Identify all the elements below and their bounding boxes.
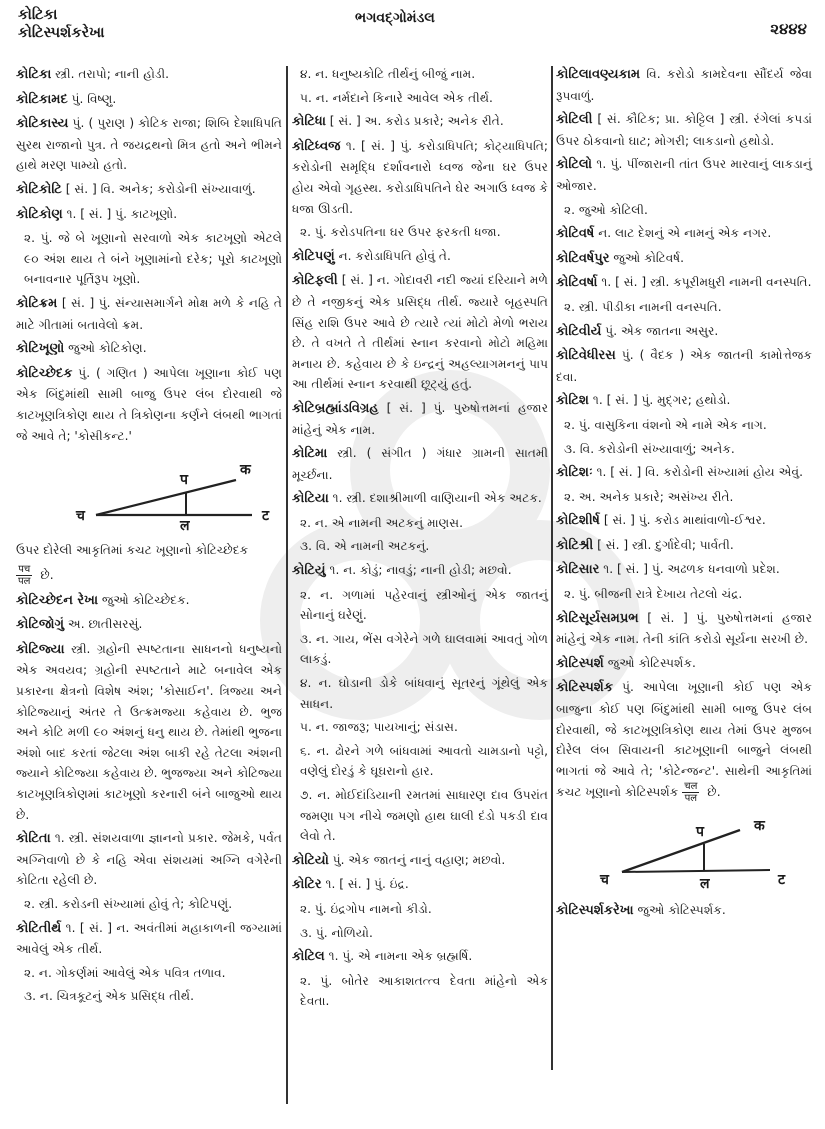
definition: ૧. [ સં. ] પું. કાટખૂણો. xyxy=(66,206,178,221)
figure-label-t: ट xyxy=(262,508,270,525)
headword: કોટિકા xyxy=(16,67,52,82)
headword: કોટિવર્ષ xyxy=(556,226,595,242)
column-1 xyxy=(16,64,282,1010)
dictionary-entry xyxy=(16,89,282,111)
dictionary-entry xyxy=(292,136,548,219)
headword: કોટિશઃ xyxy=(556,465,593,481)
dictionary-entry xyxy=(16,64,282,86)
guide-word-last: કોટિસ્પર્શકરેખા xyxy=(18,25,105,41)
headword: કોટિફલી xyxy=(292,273,338,289)
dictionary-entry xyxy=(16,363,282,446)
definition: [ સં. ] પું. કરોડ માથાંવાળો-ઈશ્વર. xyxy=(603,513,766,528)
headword: કોટિક્રમ xyxy=(16,295,58,311)
definition: પું. ( વૈદક ) એક જાતની કામોત્તેજક દવા. xyxy=(556,348,813,384)
definition: જુઓ કોટિકોણ. xyxy=(68,341,147,356)
sub-sense: ૨. પું. કરોડપતિના ઘર ઉપર ફરકતી ધજા. xyxy=(300,225,501,240)
sub-sense: ૪. ન. ઘોડાની ડોકે બાંધવાનું સૂતરનું ગૂંથેલું એક સાધન. xyxy=(300,676,548,711)
definition: [ સં. ] પું. પુરુષોત્તમનાં હજાર માંહેનું એક નામ. તેની કાંતિ કરોડો સૂર્યના સરખી છે. xyxy=(556,610,813,647)
dictionary-entry xyxy=(16,614,282,636)
definition: ૧. ન. કોડું; નાવડું; નાની હોડી; મછવો. xyxy=(329,563,512,578)
dictionary-entry xyxy=(556,345,812,387)
dictionary-entry xyxy=(556,510,812,532)
dictionary-entry xyxy=(556,390,812,412)
headword: કોટિસાર xyxy=(556,562,600,578)
headword: કોટિચ્છેદક xyxy=(16,365,73,381)
dictionary-entry xyxy=(292,246,548,268)
dictionary-entry xyxy=(292,398,548,440)
definition: ૧. [ સં. ] વિ. કરોડોની સંખ્યામાં હોય એવું. xyxy=(596,465,803,480)
headword: કોટિધ્વજ xyxy=(292,138,341,154)
headword: કોટિશ્રી xyxy=(556,537,594,553)
dictionary-entry xyxy=(556,64,812,106)
headword: કોટિતા xyxy=(16,831,51,847)
headword: કોટિસ્પર્શ xyxy=(556,655,604,671)
definition: સ્ત્રી. ગ્રહોની સ્પષ્ટતાના સાધનનો ધનુષ્યનો એક અવયવ; ગ્રહોની સ્પષ્ટતાને માટે બનાવેલ એક પ્રકારના ક્ષેત્રનો વિશેષ અંશ; 'કોસાઈન'. ત્રિજ્યા અને કોટિજ્યાનું અંતર તે ઉત્ક્રમજ્યા કહેવાય છે. ભુજ અને કોટિ મળી ૯૦ અંશનું ધનુ થાય છે. તેમાંથી ભુજના અંશો બાદ કરતાં જેટલા અંશ બાકી રહે તેટલા અંશની જ્યાને કોટિજ્યા કહેવાય છે. ભુજજ્યા અને કોટિજ્યા કાટખૂણત્રિકોણમાં કાટખૂણો કરનારી બંને બાજુઓ થાય છે. xyxy=(16,641,283,822)
dictionary-entry xyxy=(556,154,812,196)
definition: [ સં. ] પું. પુરુષોત્તમનાં હજાર માંહેનું એક નામ. xyxy=(292,400,549,437)
sub-sense: ૩. વિ. એ નામની અટકનું. xyxy=(300,539,430,554)
sub-sense: ૬. ન. ઢોરને ગળે બાંધવામાં આવતો ચામડાનો પટ્ટો, વણેલું દોરડું કે ઘૂઘરાનો હાર. xyxy=(300,743,548,779)
figure-label-k: क xyxy=(240,462,251,479)
fraction-line: $\frac{\text{पच}}{\text{पल}}$ છે. xyxy=(18,563,54,587)
figure-label-ch: च xyxy=(600,872,609,889)
dictionary-entry xyxy=(292,560,548,582)
definition: જુઓ કોટિચ્છેદક. xyxy=(101,592,190,607)
figure-label-l: ल xyxy=(180,518,190,535)
dictionary-entry xyxy=(292,270,548,395)
dictionary-entry xyxy=(556,223,812,245)
definition: પું. આપેલા ખૂણાની કોઈ પણ એક બાજુના કોઈ પણ બિંદુમાંથી સામી બાજુ ઉપર લંબ દોરવાથી, જે કાટખૂણત્રિકોણ થાય તેમાં ઉપર મુજબ દોરેલ લંબ સિવાયની કાટખૂણાની બાજુને લંબથી ભાગતાં જે આવે તે; 'કોટેન્જન્ટ'. સાથેની આકૃતિમાં કચટ ખૂણાનો કોટિસ્પર્શક xyxy=(556,680,812,800)
headword: કોટિલાવણ્યકામ xyxy=(556,67,641,82)
headword: કોટિપણું xyxy=(292,248,335,264)
dictionary-entry xyxy=(292,850,548,872)
headword: કોટિવર્ષા xyxy=(556,275,598,291)
definition: જુઓ કોટિવર્ષ. xyxy=(613,250,685,265)
definition: [ સં. ] અ. કરોડ પ્રકારે; અનેક રીતે. xyxy=(329,114,504,129)
sub-sense: ૨. સ્ત્રી. પીડીકા નામની વનસ્પતિ. xyxy=(564,299,722,314)
column-3 xyxy=(556,64,812,925)
headword: કોટિમા xyxy=(292,446,328,462)
fraction: $\frac{\text{पच}}{\text{पल}}$ xyxy=(18,563,31,587)
dictionary-entry xyxy=(556,900,812,922)
sub-sense: ૩. પું. નોળિયો. xyxy=(300,925,373,940)
definition: ૧. [ સં. ] સ્ત્રી. કપૂરીમધુરી નામની વનસ્પતિ. xyxy=(601,275,812,290)
headword: કોટિલ xyxy=(292,949,325,965)
sub-sense: ૨. જુઓ કોટિલી. xyxy=(564,202,648,217)
dictionary-entry xyxy=(556,608,812,650)
headword: કોટિધા xyxy=(292,114,326,130)
dictionary-entry xyxy=(16,338,282,360)
sub-sense: ૭. ન. મોઈદાંડિયાની રમતમાં સાધારણ દાવ ઉપરાંત જમણા પગ નીચે જમણો હાથ ઘાલી દંડો પકડી દાવ લેવો તે. xyxy=(300,788,548,844)
definition: અ. છાતીસરસું. xyxy=(67,617,143,632)
definition: ૧. [ સં. ] પું. કરોડાધિપતિ; કોટ્યાધિપતિ; કરોડોની સમૃદ્ધિ દર્શાવનારો ધ્વજ જેના ઘર ઉપર હોય એવો ગૃહસ્થ. કરોડાધિપતિને ઘેર અગાઉ ધ્વજ કે ધજા ઊડતી. xyxy=(292,138,549,216)
headword: કોટિશ xyxy=(556,393,589,409)
sub-sense: ૪. ન. ધનુષ્યકોટિ તીર્થનું બીજું નામ. xyxy=(300,67,476,81)
definition: પું. એક જાતનું નાનું વહાણ; મછવો. xyxy=(332,852,506,867)
dictionary-entry xyxy=(292,488,548,510)
dictionary-entry xyxy=(16,179,282,201)
headword: કોટિસ્પર્શકરેખા xyxy=(556,903,634,919)
definition: ન. લાટ દેશનું એ નામનું એક નગર. xyxy=(598,226,772,241)
guide-word-first: કોટિકા xyxy=(18,7,58,23)
dictionary-entry xyxy=(556,535,812,557)
cosecant-diagram xyxy=(16,452,282,536)
definition: ૧. પું. પીંજારાની તાંત ઉપર મારવાનું લાકડાનું ઓજાર. xyxy=(556,157,812,193)
sub-sense: ૫. ન. નર્મદાને કિનારે આવેલ એક તીર્થ. xyxy=(300,90,493,105)
dictionary-entry xyxy=(556,653,812,675)
cotangent-diagram xyxy=(556,810,812,896)
headword: કોટિવેધીરસ xyxy=(556,348,616,364)
figure-caption: ઉપર દોરેલી આકૃતિમાં કચટ ખૂણાનો કોટિચ્છેદક xyxy=(16,543,249,558)
sub-sense: ૨. અ. અનેક પ્રકારે; અસંખ્ય રીતે. xyxy=(564,489,734,504)
headword: કોટિશીર્ષ xyxy=(556,513,600,529)
figure-label-p: प xyxy=(180,472,188,489)
figure-label-ch: च xyxy=(76,508,85,525)
definition: [ સં. ] વિ. અનેક; કરોડોની સંખ્યાવાળું. xyxy=(65,181,256,196)
headword: કોટિયો xyxy=(292,852,329,868)
definition: [ સં. ] ન. ગોદાવરી નદી જ્યાં દરિયાને મળે છે તે નજીકનું એક પ્રસિદ્ધ તીર્થ. જ્યારે બૃહસ્પતિ સિંહ રાશિ ઉપર આવે છે ત્યારે ત્યાં મોટો મેળો ભરાય છે. તે વખતે તે તીર્થમાં સ્નાન કરવાનો મોટો મહિમા મનાય છે. કહેવાય છે કે ઇન્દ્રનું અહલ્યાગમનનું પાપ આ તીર્થમાં સ્નાન કરવાથી છૂટ્યું હતું. xyxy=(292,273,549,392)
definition: પું. વિષ્ણુ. xyxy=(71,91,117,106)
headword: કોટિકોટિ xyxy=(16,181,62,197)
dictionary-entry xyxy=(16,639,282,825)
fraction: $\frac{\text{चल}}{\text{पल}}$ xyxy=(684,781,698,805)
headword: કોટિચ્છેદન રેખા xyxy=(16,592,99,608)
dictionary-entry xyxy=(556,559,812,581)
headword: કોટિયા xyxy=(292,491,329,507)
definition: ૧. [ સં. ] પું. અઢળક ધનવાળો પ્રદેશ. xyxy=(603,562,780,577)
headword: કોટિવર્ષપુર xyxy=(556,250,610,266)
dictionary-entry xyxy=(556,272,812,294)
definition: ૧. [ સં. ] ન. અવંતીમાં મહાકાળની જગ્યામાં આવેલું એક તીર્થ. xyxy=(16,920,282,957)
sub-sense: ૨. ન. ગોકર્ણમાં આવેલું એક પવિત્ર તળાવ. xyxy=(24,965,226,980)
dictionary-entry xyxy=(556,462,812,484)
definition: ન. કરોડાધિપતિ હોવું તે. xyxy=(338,248,451,263)
headword: કોટિર xyxy=(292,877,322,893)
sub-sense: ૨. પું. ઇંદ્રગોપ નામનો કીડો. xyxy=(300,901,432,916)
definition: જુઓ કોટિસ્પર્શક. xyxy=(607,655,696,670)
definition: ૧. [ સં. ] પું. ઇંદ્ર. xyxy=(325,877,409,892)
definition: સ્ત્રી. ( સંગીત ) ગંધાર ગ્રામની સાતમી મૂર્ચ્છના. xyxy=(292,446,549,482)
headword: કોટિજ્યા xyxy=(16,641,65,657)
sub-sense: ૩. ન. ગાય, ભેંસ વગેરેને ગળે ઘાલવામાં આવતું ગોળ લાકડું. xyxy=(300,631,548,667)
headword: કોટિયું xyxy=(292,563,326,579)
headword: કોટિસૂર્યસમપ્રભ xyxy=(556,610,639,626)
page-title: ભગવદ્ગોમંડલ xyxy=(355,10,435,26)
sub-sense: ૩. વિ. કરોડોની સંખ્યાવાળું; અનેક. xyxy=(564,441,735,456)
definition: ૧. સ્ત્રી. દશાશ્રીમાળી વાણિયાની એક અટક. xyxy=(332,491,542,506)
dictionary-entry xyxy=(292,946,548,968)
headword: કોટિસ્પર્શક xyxy=(556,680,614,696)
dictionary-entry xyxy=(16,204,282,226)
headword: કોટિજોગું xyxy=(16,617,64,633)
column-2 xyxy=(292,64,548,1015)
sub-sense: ૫. ન. જાજરૂ; પાયખાનું; સંડાસ. xyxy=(300,720,458,735)
definition: પું. ( ગણિત ) આપેલા ખૂણાના કોઈ પણ એક બિંદુમાંથી સામી બાજુ ઉપર લંબ દોરવાથી જે કાટખૂણત્રિકોણ થાય તે ત્રિકોણના કર્ણને લંબથી ભાગતાં જે આવે તે; 'કોસીકન્ટ.' xyxy=(16,365,283,443)
figure-label-k: क xyxy=(754,818,765,835)
dictionary-entry xyxy=(556,321,812,343)
headword: કોટિલો xyxy=(556,157,593,173)
definition: ૧. [ સં. ] પું. મુદ્ગર; હથોડો. xyxy=(592,393,731,408)
headword: કોટિખૂણો xyxy=(16,341,65,357)
sub-sense: ૨. પું. બોતેર આકાશતત્ત્વ દેવતા માંહેનો એક દેવતા. xyxy=(300,973,548,1009)
sub-sense: ૨. પું. વાસુકિના વંશનો એ નામે એક નાગ. xyxy=(564,417,767,432)
definition: પું. ( પુરાણ ) કોટિક રાજા; શિબિ દેશાધિપતિ સુરથ રાજાનો પુત્ર. તે જયદ્રથનો મિત્ર હતો અને ભીમને હાથે મરણ પામ્યો હતો. xyxy=(16,116,282,173)
figure-label-l: ल xyxy=(700,876,710,893)
dictionary-entry xyxy=(556,109,812,151)
definition: [ સં. કૌટિક; પ્રા. કોટ્ટિલ ] સ્ત્રી. રંગેલાં કપડાં ઉપર ઠોકવાનો ઘાટ; મોગરી; લાકડાનો હથોડો. xyxy=(556,112,812,148)
headword: કોટિકોણ xyxy=(16,206,63,222)
headword: કોટિકાસ્ય xyxy=(16,116,69,132)
dictionary-entry xyxy=(16,918,282,960)
headword: કોટિબ્રહ્માંડવિગ્રહ xyxy=(292,400,379,416)
definition: સ્ત્રી. તરાપો; નાની હોડી. xyxy=(55,67,169,81)
figure-label-t: ट xyxy=(778,872,786,889)
sub-sense: ૨. પું. જે બે ખૂણાનો સરવાળો એક કાટખૂણો એટલે ૯૦ અંશ થાય તે બંને ખૂણામાંનો દરેક; પૂરો કાટખૂણો બનાવનાર પૂર્તિરૂપ ખૂણો. xyxy=(24,231,282,287)
sub-sense: ૨. ન. એ નામની અટકનું માણસ. xyxy=(300,515,464,530)
dictionary-entry xyxy=(16,113,282,176)
column-divider xyxy=(286,66,288,1104)
dictionary-entry xyxy=(16,293,282,335)
page-number: ૨૪૪૪ xyxy=(770,20,807,38)
sub-sense: ૩. ન. ચિત્રકૂટનું એક પ્રસિદ્ધ તીર્થ. xyxy=(24,989,195,1004)
page-header xyxy=(0,0,825,60)
dictionary-entry xyxy=(292,443,548,485)
definition: ૧. પું. એ નામના એક બ્રહ્મર્ષિ. xyxy=(328,949,473,964)
column-divider xyxy=(551,66,553,1070)
definition: [ સં. ] પું. સંન્યાસમાર્ગને મોક્ષ મળે કે નહિ તે માટે ગીતામાં બતાવેલો ક્રમ. xyxy=(16,295,283,332)
definition: વિ. કરોડો કામદેવના સૌંદર્ય જેવા રૂપવાળું. xyxy=(556,67,813,103)
dictionary-entry xyxy=(292,111,548,133)
definition: ૧. સ્ત્રી. સંશયવાળા જ્ઞાનનો પ્રકાર. જેમકે, પર્વત અગ્નિવાળો છે કે નહિ એવા સંશયમાં અગ્નિ વગેરેની કોટિતા રહેલી છે. xyxy=(16,831,282,888)
sub-sense: ૨. સ્ત્રી. કરોડની સંખ્યામાં હોવું તે; કોટિપણું. xyxy=(24,897,233,911)
definition: પું. એક જાતના અસુર. xyxy=(605,323,719,338)
figure-label-p: प xyxy=(696,824,704,841)
sub-sense: ૨. પું. બીજની રાત્રે દેખાય તેટલો ચંદ્ર. xyxy=(564,587,743,602)
dictionary-entry xyxy=(556,248,812,270)
dictionary-entry: કોટિસ્પર્શક પું. આપેલા ખૂણાની કોઈ પણ એક બાજુના કોઈ પણ બિંદુમાંથી સામી બાજુ ઉપર લંબ દોરવાથી, જે કાટખૂણત્રિકોણ થાય તેમાં ઉપર મુજબ દોરેલ લંબ સિવાયની કાટખૂણાની બાજુને લંબથી ભાગતાં જે આવે તે; 'કોટેન્જન્ટ'. સાથેની આકૃતિમાં કચટ ખૂણાનો કોટિસ્પર્શક $\frac{\text{चल}}{\text{पल}}$ છે. xyxy=(556,680,812,805)
definition: [ સં. ] સ્ત્રી. દુર્ગાદેવી; પાર્વતી. xyxy=(597,537,734,552)
dictionary-entry xyxy=(16,590,282,612)
headword: કોટિલી xyxy=(556,112,593,128)
headword: કોટિવીર્ય xyxy=(556,323,602,339)
headword: કોટિતીર્થ xyxy=(16,920,62,936)
headword: કોટિકામદ xyxy=(16,91,68,107)
dictionary-entry xyxy=(16,828,282,891)
dictionary-entry xyxy=(292,874,548,896)
definition: જુઓ કોટિસ્પર્શક. xyxy=(637,903,726,918)
sub-sense: ૨. ન. ગળામાં પહેરવાનું સ્ત્રીઓનું એક જાતનું સોનાનું ઘરેણું. xyxy=(300,587,548,623)
guide-words xyxy=(18,6,105,42)
